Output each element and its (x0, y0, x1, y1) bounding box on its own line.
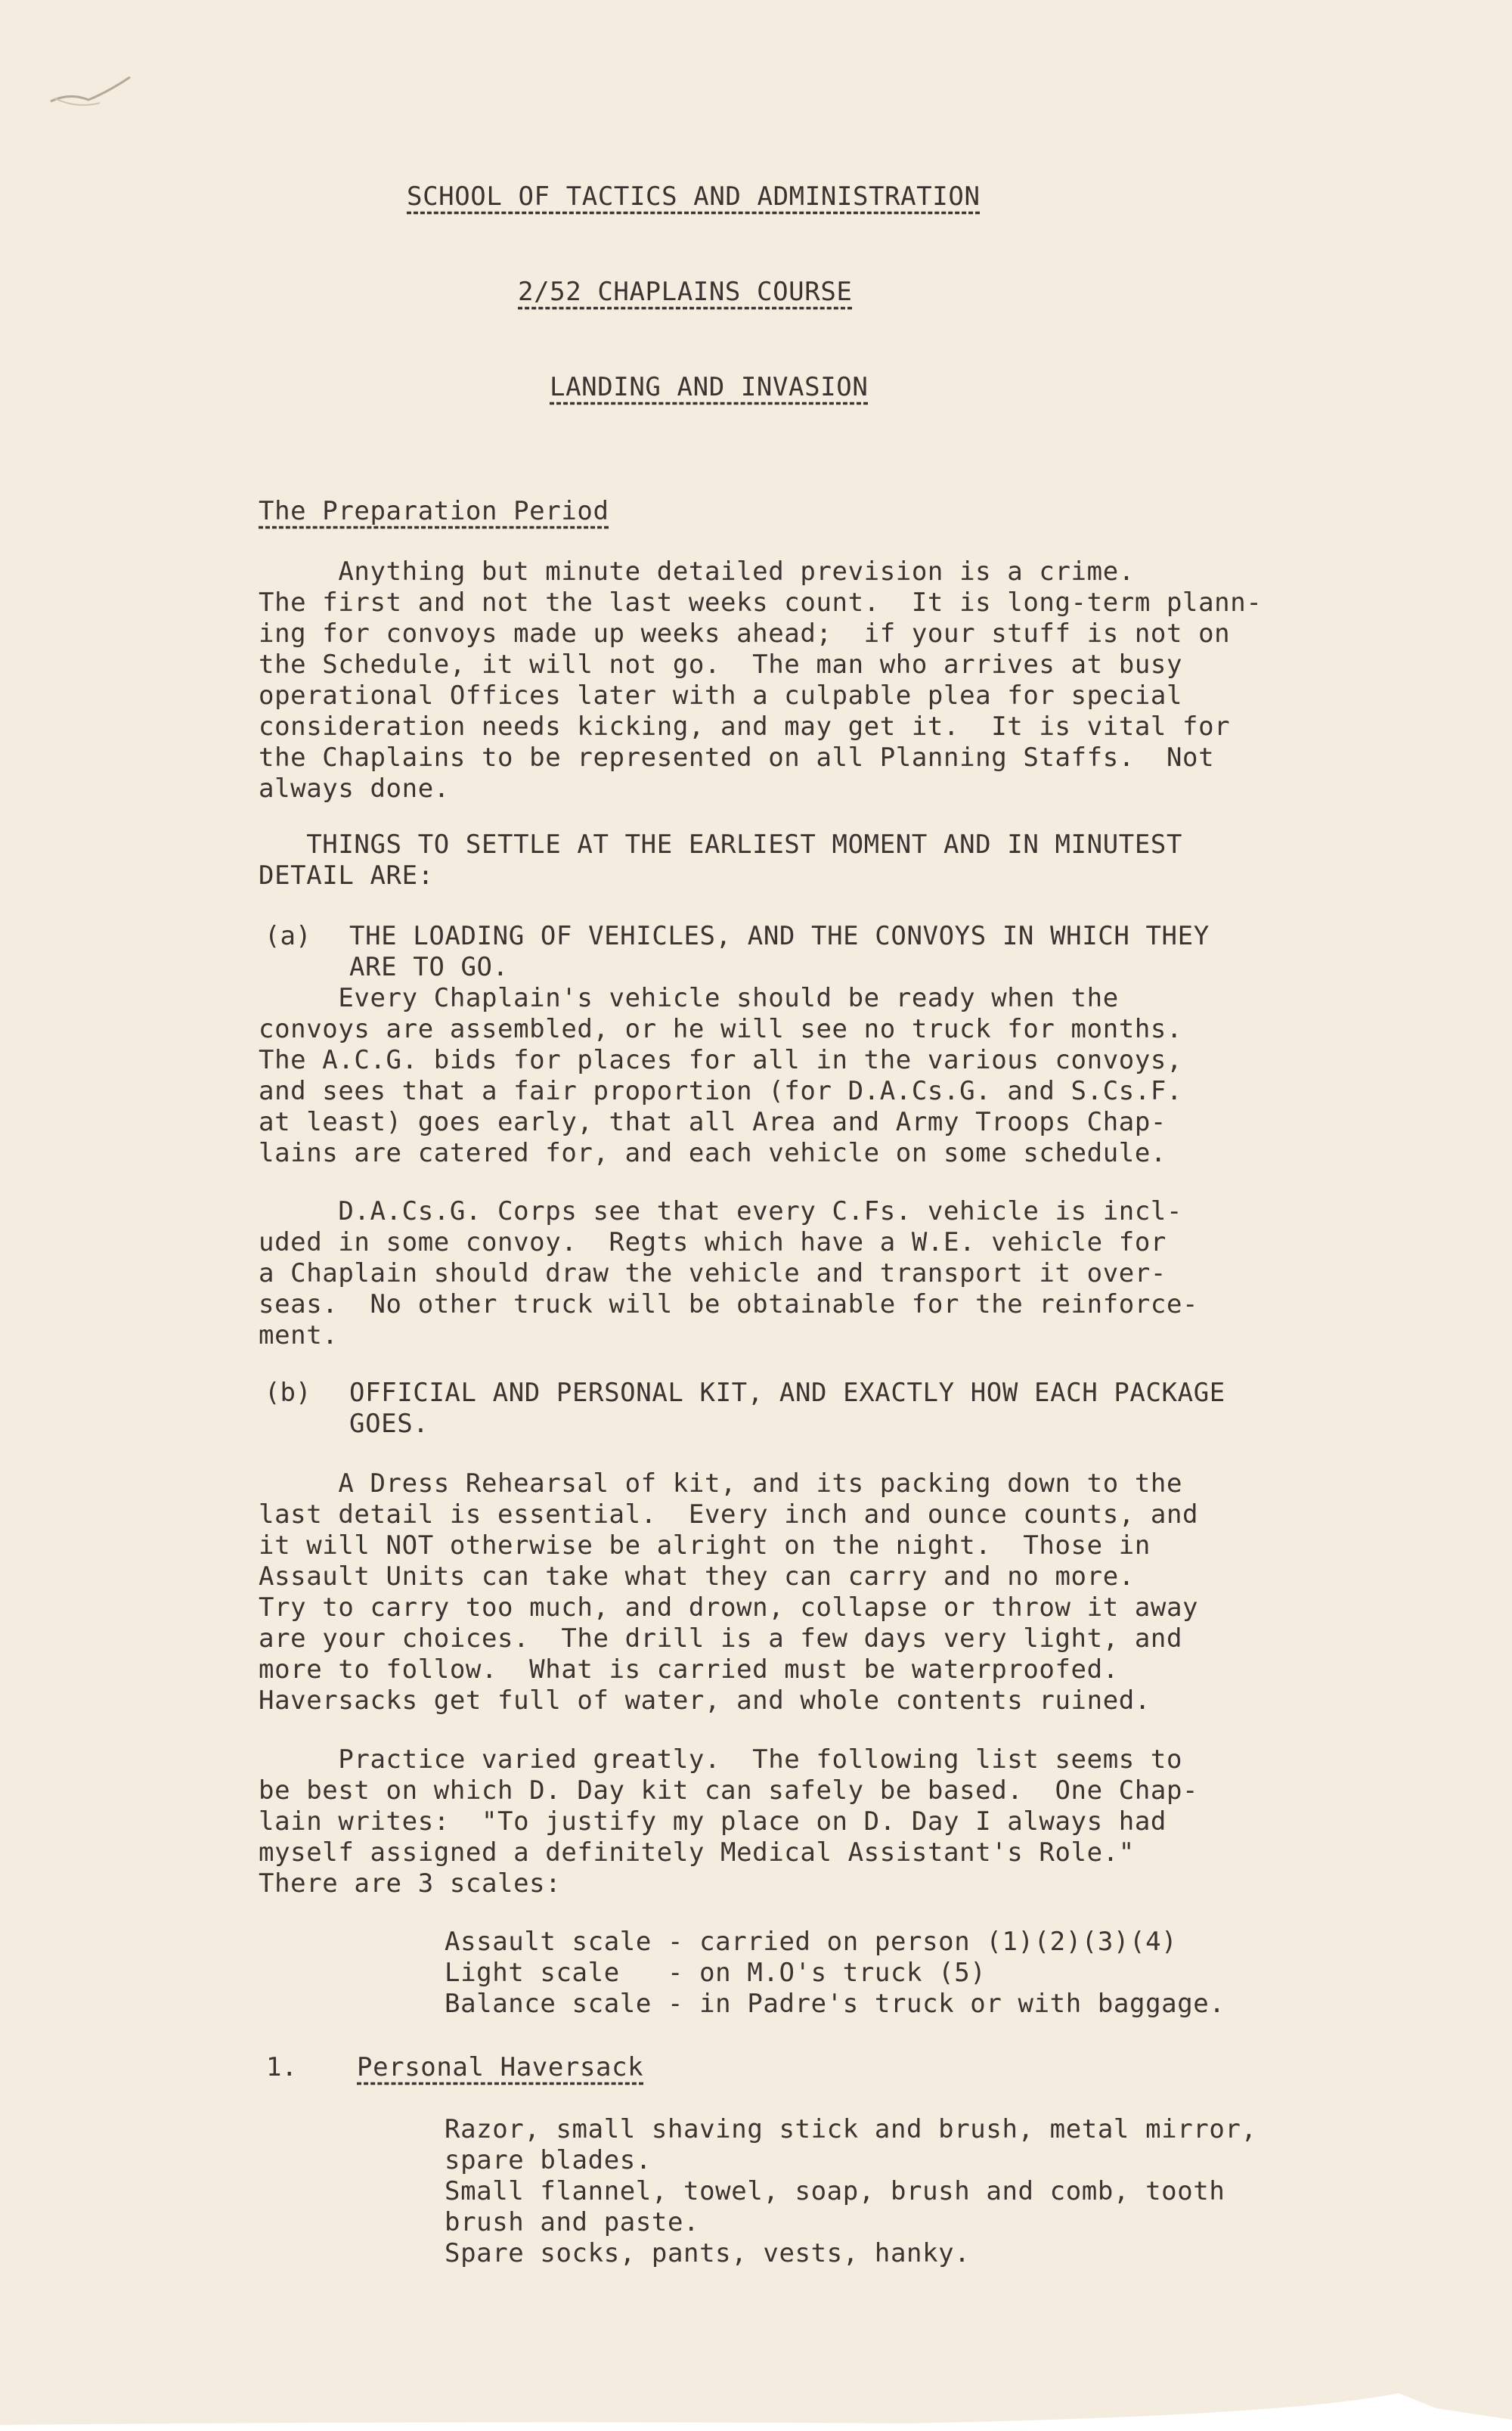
text-line: Spare socks, pants, vests, hanky. (445, 2238, 971, 2268)
text-line: The A.C.G. bids for places for all in the various convoys, (259, 1045, 1183, 1075)
text-line: the Chaplains to be represented on all Planning Staffs. Not (259, 743, 1215, 773)
text-line: uded in some convoy. Regts which have a W.E. vehicle for (259, 1227, 1167, 1257)
header-course: 2/52 CHAPLAINS COURSE (518, 277, 853, 307)
text-line: D.A.Cs.G. Corps see that every C.Fs. vehicle is incl- (259, 1196, 1183, 1226)
text-line: Every Chaplain's vehicle should be ready when the (259, 983, 1119, 1013)
item-a-marker: (a) (265, 921, 311, 951)
text-line: A Dress Rehearsal of kit, and its packing down to the (259, 1468, 1183, 1499)
text-line: THE LOADING OF VEHICLES, AND THE CONVOYS IN WHICH THEY (349, 921, 1210, 951)
text-line: The first and not the last weeks count. It is long-term plann- (259, 588, 1263, 618)
text-line: OFFICIAL AND PERSONAL KIT, AND EXACTLY HOW EACH PACKAGE (349, 1378, 1225, 1408)
text-line: Small flannel, towel, soap, brush and comb, tooth (445, 2176, 1225, 2206)
text-line: myself assigned a definitely Medical Assistant's Role." (259, 1837, 1135, 1868)
text-line: operational Offices later with a culpable plea for special (259, 681, 1183, 711)
header-school: SCHOOL OF TACTICS AND ADMINISTRATION (407, 181, 981, 212)
text-line: lains are catered for, and each vehicle on some schedule. (259, 1138, 1167, 1168)
text-line: THINGS TO SETTLE AT THE EARLIEST MOMENT AND IN MINUTEST (259, 829, 1183, 860)
section-title: The Preparation Period (259, 496, 609, 526)
text-line: Practice varied greatly. The following list seems to (259, 1744, 1183, 1775)
item-1-marker: 1. (266, 2052, 297, 2082)
text-line: Anything but minute detailed prevision is a crime. (259, 557, 1135, 587)
header-topic: LANDING AND INVASION (550, 372, 869, 402)
scale-assault: Assault scale - carried on person (1)(2)(3)(4) (445, 1927, 1178, 1957)
text-line: brush and paste. (445, 2207, 700, 2237)
text-line: ment. (259, 1320, 339, 1350)
text-line: and sees that a fair proportion (for D.A.Cs.G. and S.Cs.F. (259, 1076, 1183, 1106)
item-b-marker: (b) (265, 1378, 311, 1408)
text-line: Razor, small shaving stick and brush, metal mirror, (445, 2114, 1257, 2144)
text-line: consideration needs kicking, and may get it. It is vital for (259, 712, 1231, 742)
text-line: ing for convoys made up weeks ahead; if your stuff is not on (259, 619, 1231, 649)
text-line: Assault Units can take what they can carry and no more. (259, 1561, 1135, 1592)
text-line: are your choices. The drill is a few days very light, and (259, 1623, 1183, 1654)
scale-light: Light scale - on M.O's truck (5) (445, 1958, 987, 1988)
scale-balance: Balance scale - in Padre's truck or with baggage. (445, 1989, 1225, 2019)
text-line: be best on which D. Day kit can safely be based. One Chap- (259, 1775, 1199, 1806)
text-line: GOES. (349, 1409, 429, 1439)
text-line: ARE TO GO. (349, 952, 509, 982)
text-line: Haversacks get full of water, and whole contents ruined. (259, 1685, 1151, 1716)
text-line: a Chaplain should draw the vehicle and transport it over- (259, 1258, 1167, 1288)
text-line: the Schedule, it will not go. The man who arrives at busy (259, 650, 1183, 680)
text-line: spare blades. (445, 2145, 652, 2175)
text-line: lain writes: "To justify my place on D. Day I always had (259, 1806, 1167, 1837)
torn-corner-mark (47, 70, 138, 115)
item-1-title: Personal Haversack (357, 2052, 644, 2082)
text-line: DETAIL ARE: (259, 860, 434, 891)
text-line: convoys are assembled, or he will see no truck for months. (259, 1014, 1183, 1044)
torn-bottom-edge (0, 2386, 1512, 2431)
text-line: it will NOT otherwise be alright on the night. Those in (259, 1530, 1151, 1561)
text-line: seas. No other truck will be obtainable for the reinforce- (259, 1289, 1199, 1319)
text-line: last detail is essential. Every inch and ounce counts, and (259, 1499, 1199, 1530)
text-line: at least) goes early, that all Area and Army Troops Chap- (259, 1107, 1167, 1137)
text-line: There are 3 scales: (259, 1868, 562, 1899)
text-line: more to follow. What is carried must be waterproofed. (259, 1654, 1119, 1685)
text-line: always done. (259, 774, 450, 804)
text-line: Try to carry too much, and drown, collapse or throw it away (259, 1592, 1199, 1623)
